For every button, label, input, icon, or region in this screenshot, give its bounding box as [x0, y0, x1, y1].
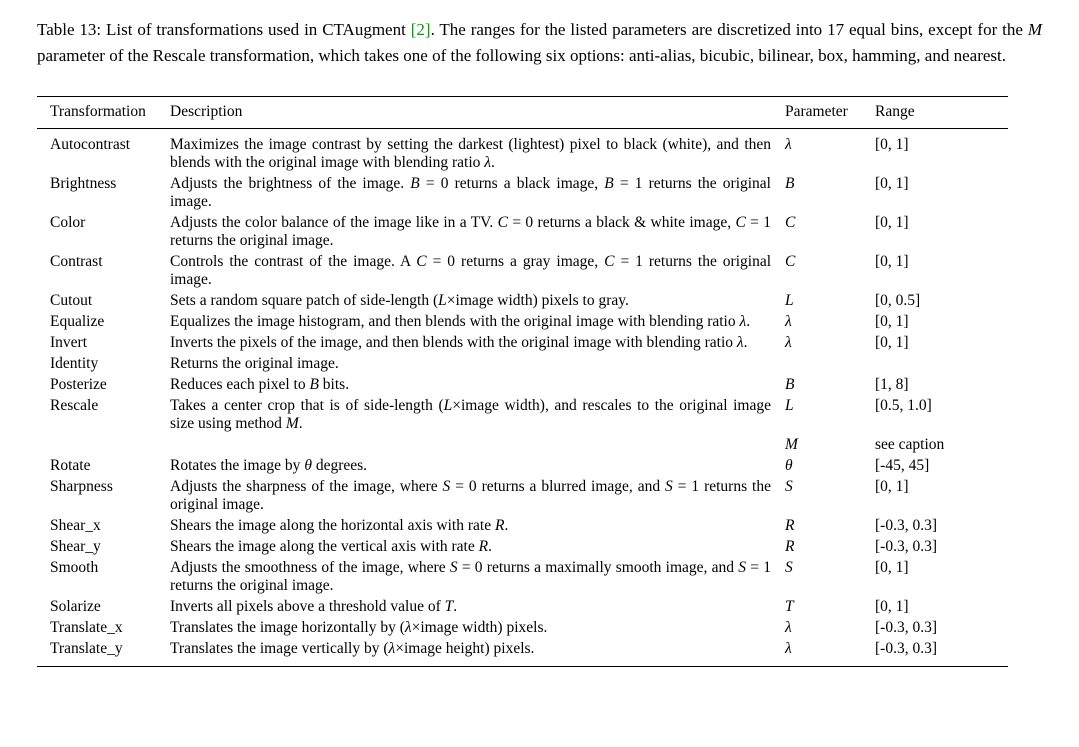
transformation-cell: Rescale [50, 397, 99, 414]
range-cell: [0, 1] [875, 214, 909, 231]
range-cell: [-0.3, 0.3] [875, 640, 937, 657]
range-cell: [0.5, 1.0] [875, 397, 932, 414]
table-row [37, 312, 1008, 333]
parameter-cell: R [785, 517, 795, 534]
transformation-cell: Shear_y [50, 538, 101, 555]
header-parameter: Parameter [785, 97, 875, 129]
transformation-cell [37, 435, 170, 456]
range-cell: [-45, 45] [875, 457, 930, 474]
range-cell: [1, 8] [875, 376, 909, 393]
caption-suffix: . The ranges for the listed parameters are discretized into 17 equal bins, except for the M parameter of the Rescale transformation, which takes one of the following six options: anti-alias, bicubic, bilinear, box, hamming, and nearest. [37, 20, 1042, 65]
table-caption [37, 17, 1042, 69]
parameter-cell: M [785, 436, 798, 453]
table-row [37, 558, 1008, 597]
description-cell: Controls the contrast of the image. A C = 0 returns a gray image, C = 1 returns the original image. [170, 253, 772, 288]
parameter-cell: λ [785, 136, 792, 153]
description-cell: Adjusts the color balance of the image like in a TV. C = 0 returns a black & white image, C = 1 returns the original image. [170, 214, 772, 249]
description-cell: Shears the image along the horizontal axis with rate R. [170, 517, 509, 534]
table-row [37, 213, 1008, 252]
parameter-cell: S [785, 559, 793, 576]
description-cell: Translates the image vertically by (λ×image height) pixels. [170, 640, 535, 657]
transformation-cell: Smooth [50, 559, 99, 576]
table-row [37, 477, 1008, 516]
table-row [37, 537, 1008, 558]
parameter-cell: B [785, 376, 795, 393]
table-row [37, 252, 1008, 291]
description-cell: Adjusts the smoothness of the image, where S = 0 returns a maximally smooth image, and S = 1 returns the original image. [170, 559, 771, 594]
header-row [37, 97, 1008, 129]
range-cell: [0, 1] [875, 136, 909, 153]
description-cell: Reduces each pixel to B bits. [170, 376, 350, 393]
transformation-cell: Solarize [50, 598, 101, 615]
range-cell: [0, 1] [875, 478, 909, 495]
transformation-cell: Translate_y [50, 640, 123, 657]
parameter-cell: B [785, 175, 795, 192]
transformation-cell: Cutout [50, 292, 93, 309]
table-row [37, 396, 1008, 435]
parameter-cell: θ [785, 457, 793, 474]
range-cell: [0, 1] [875, 175, 909, 192]
range-cell [875, 354, 1008, 375]
description-cell: Takes a center crop that is of side-length (L×image width), and rescales to the original image size using method M. [170, 397, 771, 432]
description-cell: Translates the image horizontally by (λ×image width) pixels. [170, 619, 548, 636]
transformation-cell: Sharpness [50, 478, 113, 495]
range-cell: [-0.3, 0.3] [875, 538, 937, 555]
description-cell: Maximizes the image contrast by setting the darkest (lightest) pixel to black (white), and then blends with the original image with blending ratio λ. [170, 136, 771, 171]
transformation-cell: Translate_x [50, 619, 123, 636]
parameter-cell: λ [785, 334, 792, 351]
parameter-cell: T [785, 598, 794, 615]
table-row [37, 129, 1008, 174]
description-cell: Adjusts the brightness of the image. B = 0 returns a black image, B = 1 returns the original image. [170, 175, 771, 210]
transformations-table [37, 96, 1008, 667]
description-cell: Adjusts the sharpness of the image, where S = 0 returns a blurred image, and S = 1 returns the original image. [170, 478, 771, 513]
transformation-cell: Identity [50, 355, 99, 372]
table-row [37, 435, 1008, 456]
parameter-cell: R [785, 538, 795, 555]
description-cell: Inverts all pixels above a threshold value of T. [170, 598, 458, 615]
range-cell: [0, 1] [875, 253, 909, 270]
header-transformation: Transformation [37, 97, 170, 129]
table-row [37, 516, 1008, 537]
parameter-cell [785, 354, 875, 375]
description-cell: Shears the image along the vertical axis with rate R. [170, 538, 492, 555]
parameter-cell: L [785, 397, 794, 414]
table-row [37, 291, 1008, 312]
parameter-cell: S [785, 478, 793, 495]
parameter-cell: C [785, 253, 796, 270]
caption-prefix: Table 13: List of transformations used in CTAugment [37, 20, 411, 39]
range-cell: [0, 1] [875, 559, 909, 576]
range-cell: [0, 1] [875, 598, 909, 615]
description-cell: Inverts the pixels of the image, and then blends with the original image with blending ratio λ. [170, 334, 748, 351]
transformation-cell: Brightness [50, 175, 117, 192]
header-description: Description [170, 97, 785, 129]
header-range: Range [875, 97, 1008, 129]
table-row [37, 375, 1008, 396]
parameter-cell: L [785, 292, 794, 309]
description-cell [170, 435, 785, 456]
range-cell: see caption [875, 436, 945, 453]
transformation-cell: Autocontrast [50, 136, 131, 153]
transformation-cell: Color [50, 214, 86, 231]
table-row [37, 456, 1008, 477]
parameter-cell: λ [785, 313, 792, 330]
table-row [37, 618, 1008, 639]
range-cell: [0, 1] [875, 313, 909, 330]
range-cell: [-0.3, 0.3] [875, 619, 937, 636]
transformation-cell: Equalize [50, 313, 105, 330]
transformation-cell: Contrast [50, 253, 103, 270]
transformation-cell: Invert [50, 334, 88, 351]
range-cell: [0, 1] [875, 334, 909, 351]
description-cell: Sets a random square patch of side-length (L×image width) pixels to gray. [170, 292, 629, 309]
table-row [37, 333, 1008, 354]
parameter-cell: λ [785, 640, 792, 657]
range-cell: [0, 0.5] [875, 292, 921, 309]
table-row [37, 597, 1008, 618]
parameter-cell: λ [785, 619, 792, 636]
description-cell: Returns the original image. [170, 355, 339, 372]
table-body [37, 129, 1008, 667]
description-cell: Equalizes the image histogram, and then blends with the original image with blending ratio λ. [170, 313, 751, 330]
transformation-cell: Rotate [50, 457, 91, 474]
table-row [37, 639, 1008, 667]
range-cell: [-0.3, 0.3] [875, 517, 937, 534]
transformation-cell: Posterize [50, 376, 107, 393]
parameter-cell: C [785, 214, 796, 231]
table-row [37, 174, 1008, 213]
table-row [37, 354, 1008, 375]
description-cell: Rotates the image by θ degrees. [170, 457, 368, 474]
transformation-cell: Shear_x [50, 517, 101, 534]
table-header [37, 97, 1008, 129]
citation-link[interactable]: [2] [410, 20, 431, 39]
